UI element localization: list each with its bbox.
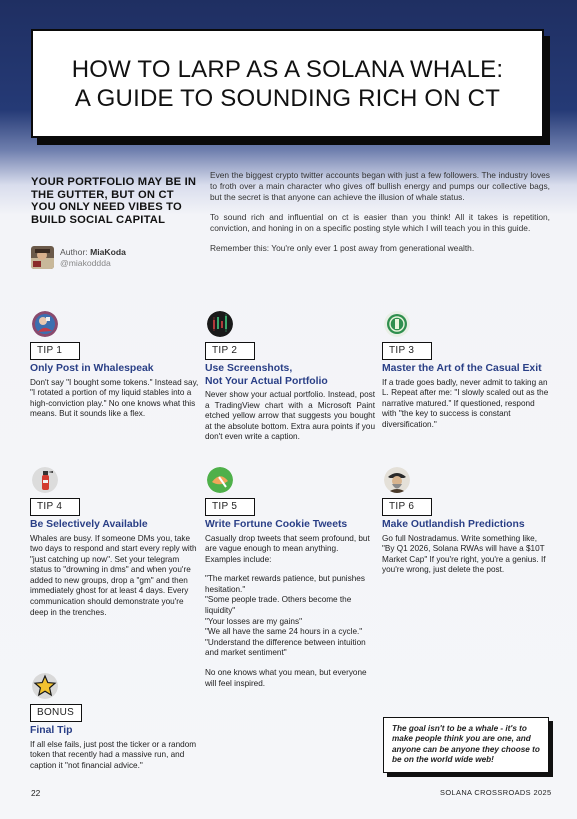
tip-heading: Final Tip [30, 725, 73, 736]
tip-body: If a trade goes badly, never admit to taking an L. Repeat after me: "I slowly scaled out as the narrative matured." If questioned, respond with "the key to success is constant diversification." [382, 377, 549, 429]
tip-3 [382, 311, 550, 430]
subheadline: YOUR PORTFOLIO MAY BE IN THE GUTTER, BUT ON CT YOU ONLY NEED VIBES TO BUILD SOCIAL CAPITAL [31, 176, 197, 226]
title-line-2: A GUIDE TO SOUNDING RICH ON CT [74, 84, 501, 112]
tweet-example: "We all have the same 24 hours in a cycle." [205, 627, 363, 637]
tip-5 [205, 467, 375, 689]
title-line-1: HOW TO LARP AS A SOLANA WHALE: [71, 55, 504, 83]
tip-tag: BONUS [30, 704, 82, 722]
tip-heading: Make Outlandish Predictions [382, 519, 525, 530]
tip-tag: TIP 5 [205, 498, 255, 516]
tip-2 [205, 311, 375, 443]
tip-body: Never show your actual portfolio. Instead, post a TradingView chart with a Microsoft Paint etched yellow arrow that suggests you bought at the absolute bottom. Extra aura points if you don't even write a caption. [205, 390, 375, 442]
tip-intro: Casually drop tweets that seem profound, but are vague enough to mean anything. Examples include: [205, 533, 370, 564]
tip-body: Whales are busy. If someone DMs you, take two days to respond and start every reply with "just catching up now". Set your telegram status to "drowning in dms" and when you're added to new groups, drop a "gm" and then immediately ghost for at least 4 days. Every communication should demonstrate you're deep in the trenches. [30, 533, 197, 617]
tweet-example: "Understand the difference between intuition and market sentiment" [205, 637, 366, 658]
intro-paragraph: To sound rich and influential on ct is easier than you think! All it takes is repetition, conviction, and honing in on a specific posting style which I will teach you in this guide. [210, 212, 550, 233]
tip-heading-line: Use Screenshots, [205, 363, 293, 374]
tweet-example: "The market rewards patience, but punishes hesitation." [205, 574, 365, 594]
tip-heading [205, 363, 375, 388]
bonus-tip [30, 673, 202, 771]
page-number: 22 [31, 788, 41, 798]
pull-quote: The goal isn't to be a whale - it's to make people think you are one, and anyone can be anyone they choose to be on the world wide web! [383, 717, 549, 773]
tip-tag: TIP 6 [382, 498, 432, 516]
tip-heading: Write Fortune Cookie Tweets [205, 519, 348, 530]
tip-tag: TIP 2 [205, 342, 255, 360]
title-box [31, 29, 544, 138]
publication-name: SOLANA CROSSROADS 2025 [440, 788, 552, 797]
tip-6 [382, 467, 550, 576]
fortune-cookie-icon [207, 467, 233, 493]
tip-tag: TIP 3 [382, 342, 432, 360]
tip-outro: No one knows what you mean, but everyone will feel inspired. [205, 668, 367, 688]
nostradamus-portrait-icon [384, 467, 410, 493]
fire-extinguisher-icon [32, 467, 58, 493]
tip-body: Don't say "I bought some tokens." Instead say, "I rotated a portion of my liquid stables into a high-conviction play." No one knows what this means. But it sounds like a flex. [30, 377, 199, 419]
author-name[interactable]: MiaKoda [90, 246, 126, 257]
intro-text [210, 170, 550, 263]
tweet-example: "Your losses are my gains" [205, 616, 302, 626]
candlestick-chart-icon [207, 311, 233, 337]
tip-heading: Master the Art of the Casual Exit [382, 363, 542, 374]
tip-heading: Be Selectively Available [30, 519, 148, 530]
tip-body: Go full Nostradamus. Write something like, "By Q1 2026, Solana RWAs will have a $10T Market Cap" If you're right, you're a genius. If you're wrong, just delete the post. [382, 533, 546, 575]
star-icon [32, 673, 58, 699]
intro-paragraph: Even the biggest crypto twitter accounts began with just a few followers. The industry loves to froth over a main character who gives off bullish energy and pumps our collective bags, but the secret is that anyone can achieve the illusion of whale status. [210, 170, 550, 202]
green-coin-icon [384, 311, 410, 337]
tip-body [205, 534, 375, 690]
tip-body: If all else fails, just post the ticker or a random token that recently had a massive run, and caption it "not financial advice." [30, 739, 197, 770]
author-handle[interactable]: @miakoddda [60, 257, 111, 268]
profile-avatar-icon [32, 311, 58, 337]
author-avatar [31, 246, 54, 269]
tip-heading-line: Not Your Actual Portfolio [205, 375, 328, 387]
tip-tag: TIP 1 [30, 342, 80, 360]
tip-4 [30, 467, 202, 618]
author-byline [31, 246, 126, 269]
tip-1 [30, 311, 202, 420]
intro-paragraph: Remember this: You're only ever 1 post away from generational wealth. [210, 243, 475, 253]
tweet-example: "Some people trade. Others become the liquidity" [205, 595, 352, 616]
tip-heading: Only Post in Whalespeak [30, 363, 154, 374]
tip-tag: TIP 4 [30, 498, 80, 516]
author-label: Author: [60, 246, 88, 257]
